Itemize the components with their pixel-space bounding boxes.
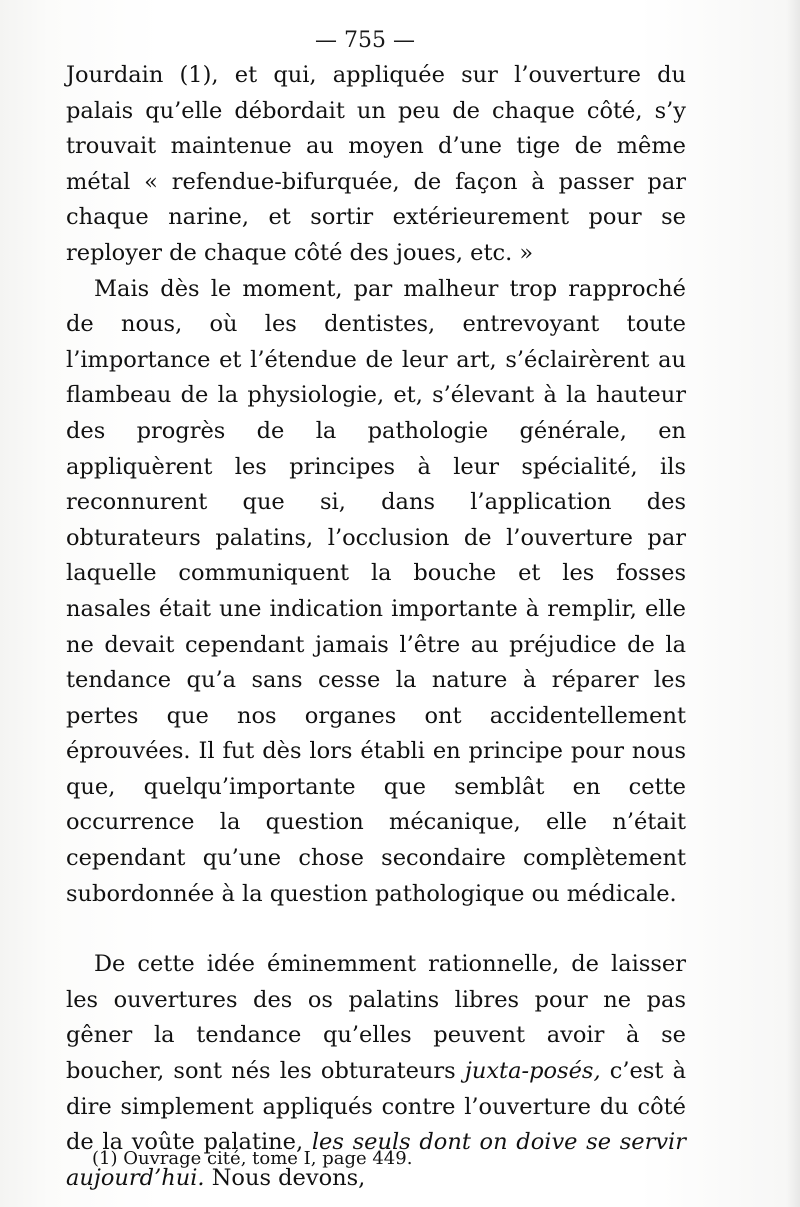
page-number: — 755 — bbox=[315, 28, 415, 53]
body-text bbox=[66, 58, 686, 1196]
paragraph-text-part3: Nous devons, bbox=[204, 1164, 366, 1191]
italic-phrase-seuls: les seuls dont on doive se servir aujourd’hui. bbox=[66, 1129, 686, 1191]
italic-term-juxta-poses: juxta-posés, bbox=[464, 1058, 601, 1085]
paragraph-continuation: Jourdain (1), et qui, appliquée sur l’ouverture du palais qu’elle débordait un peu de chaque côté, s’y trouvait maintenue au moyen d’une tige de même métal « refendue-bifurquée, de façon à passer par chaque narine, et sortir extérieurement pour se reployer de chaque côté des joues, etc. » bbox=[66, 62, 686, 266]
paragraph-text-part2: c’est à dire simplement appliqués contre l’ouverture du côté de la voûte palatine, bbox=[66, 1058, 686, 1156]
page-edge-shadow bbox=[786, 0, 800, 1207]
paragraph-text-part1: De cette idée éminemment rationnelle, de laisser les ouvertures des os palatins libres pour ne pas gêner la tendance qu’elles peuvent avoir à se boucher, sont nés les obturateurs bbox=[66, 951, 686, 1085]
paragraph-dentists: Mais dès le moment, par malheur trop rapproché de nous, où les dentistes, entrevoyant toute l’importance et l’étendue de leur art, s’éclairèrent au flambeau de la physiologie, et, s’élevant à la hauteur des progrès de la pathologie générale, en appliquèrent les principes à leur spécialité, ils reconnurent que si, dans l’application des obturateurs palatins, l’occlusion de l’ouverture par laquelle communiquent la bouche et les fosses nasales était une indication importante à remplir, elle ne devait cependant jamais l’être au préjudice de la tendance qu’a sans cesse la nature à réparer les pertes que nos organes ont accidentellement éprouvées. Il fut dès lors établi en principe pour nous que, quelqu’importante que semblât en cette occurrence la question mécanique, elle n’était cependant qu’une chose secondaire complètement subordonnée à la question pathologique ou médicale. bbox=[66, 275, 686, 907]
footnote: (1) Ouvrage cité, tome I, page 449. bbox=[92, 1148, 413, 1169]
